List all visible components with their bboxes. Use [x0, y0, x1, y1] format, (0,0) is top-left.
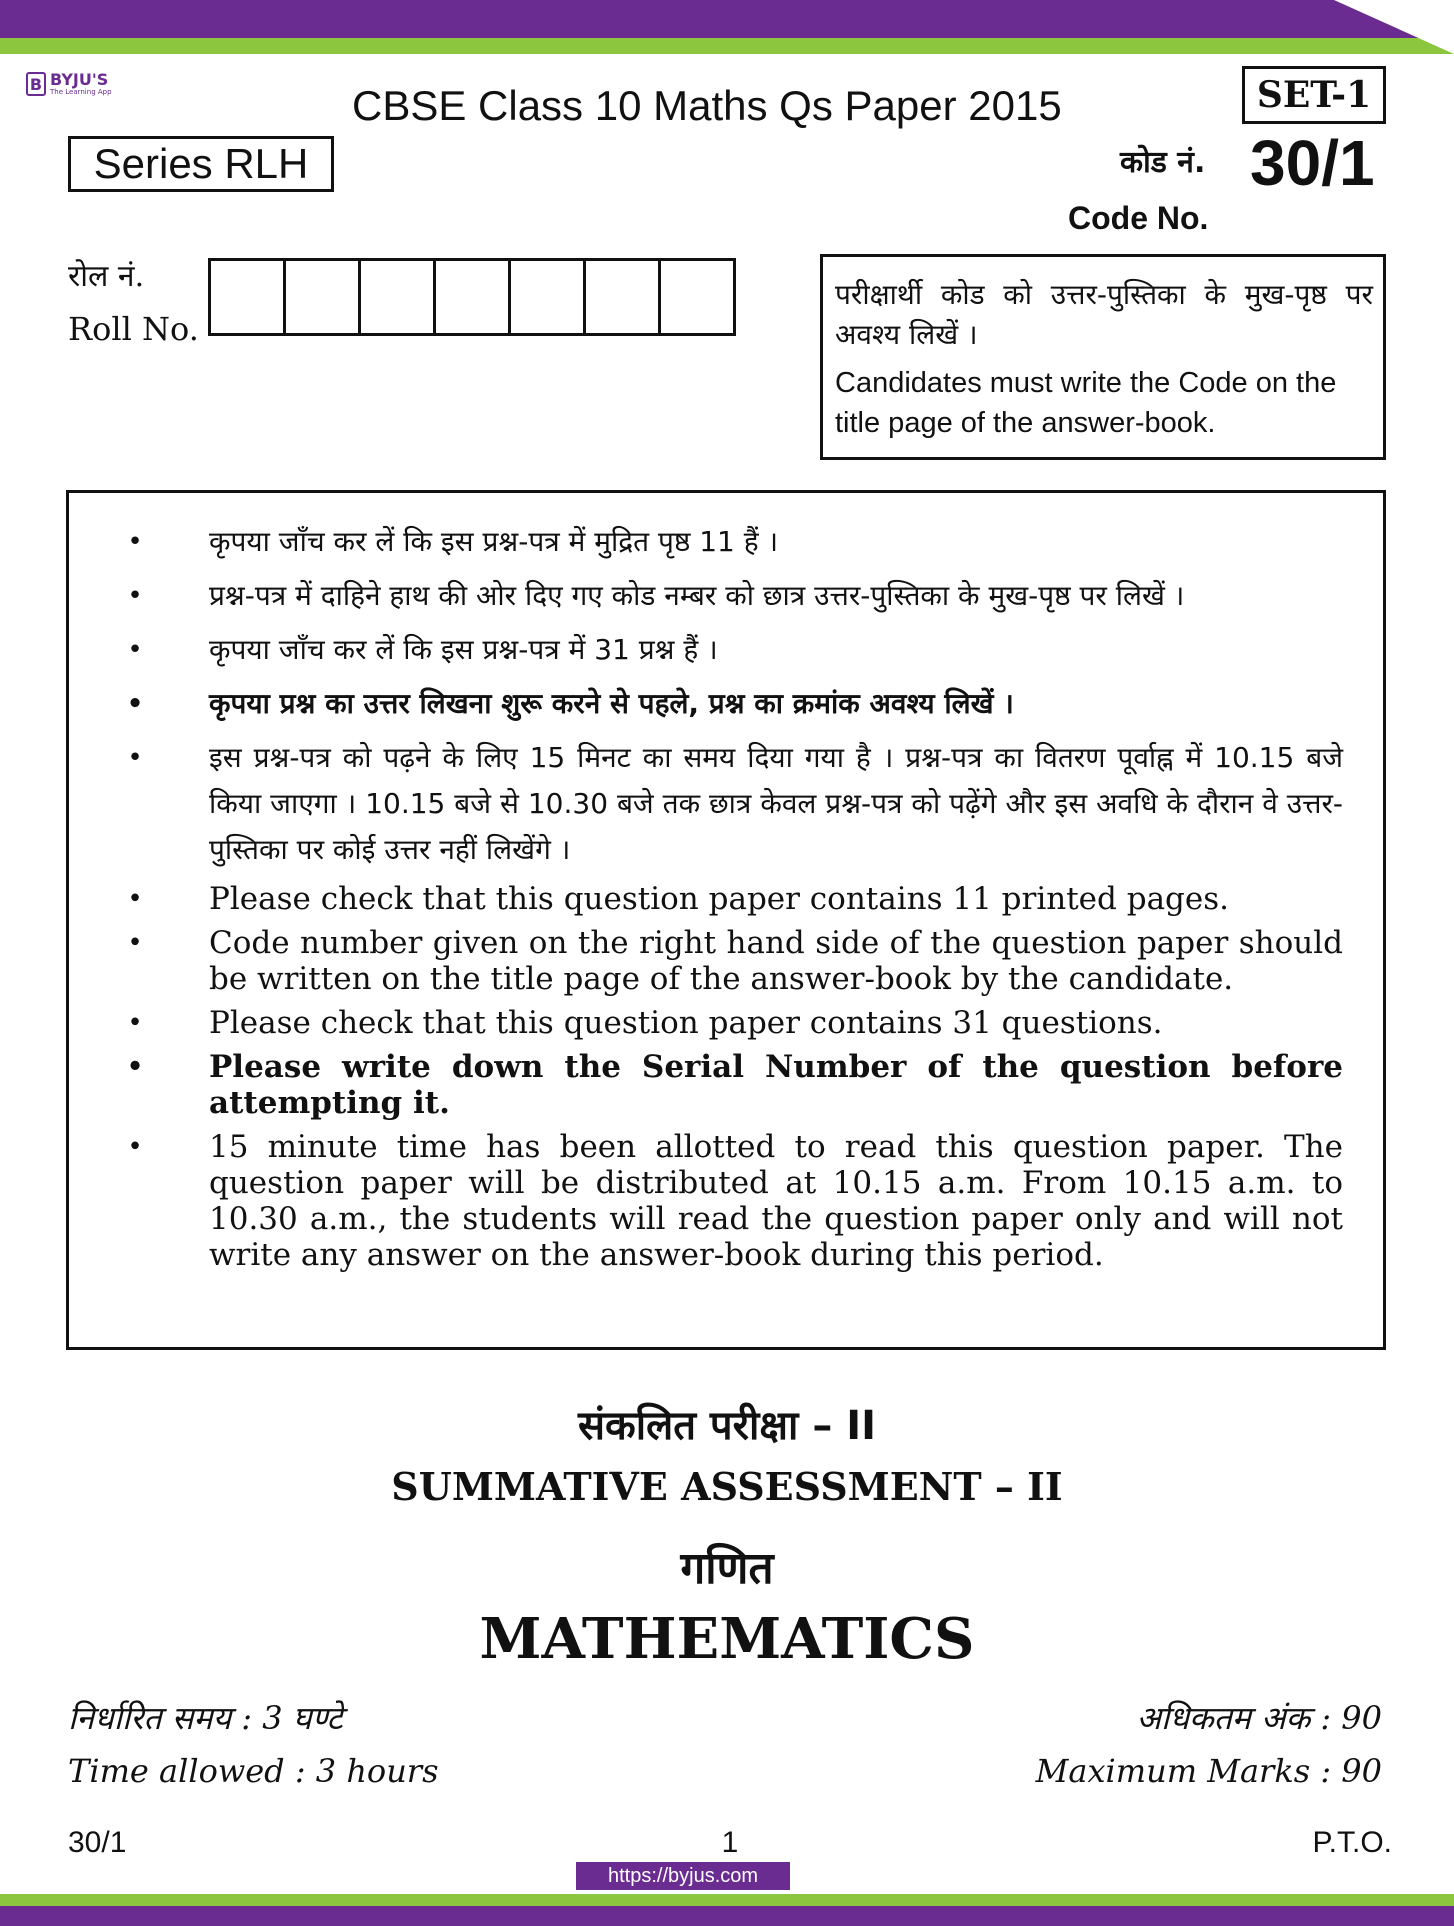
roll-digit-box	[361, 261, 436, 333]
roll-digit-box	[511, 261, 586, 333]
page-number: 1	[721, 1826, 739, 1859]
bullet-icon: •	[127, 635, 143, 665]
code-label-english: Code No.	[1068, 200, 1209, 236]
instructions-list	[109, 519, 1343, 1273]
bullet-icon: •	[127, 1008, 143, 1038]
instruction-item	[109, 881, 1343, 917]
footer-code: 30/1	[68, 1826, 127, 1859]
roll-label-english: Roll No.	[68, 310, 199, 348]
roll-label-hindi: रोल नं.	[68, 259, 145, 294]
instruction-item	[109, 1049, 1343, 1121]
bottom-brand-bar	[0, 1906, 1454, 1926]
max-marks-english: Maximum Marks : 90	[1035, 1752, 1382, 1790]
bullet-icon: •	[126, 689, 144, 719]
candidate-note-english: Candidates must write the Code on the title page of the answer-book.	[835, 367, 1337, 439]
instruction-item	[109, 925, 1343, 997]
roll-number-boxes	[208, 258, 736, 336]
instruction-item	[109, 519, 1343, 565]
top-brand-bar	[0, 0, 1454, 38]
pto-label: P.T.O.	[1312, 1826, 1392, 1859]
bullet-icon: •	[127, 1132, 143, 1162]
bottom-accent-bar	[0, 1894, 1454, 1906]
instruction-text: प्रश्न-पत्र में दाहिने हाथ की ओर दिए गए कोड नम्बर को छात्र उत्तर-पुस्तिका के मुख-पृष्ठ पर लिखें ।	[209, 579, 1185, 612]
logo-name: BYJU'S	[50, 70, 109, 89]
roll-digit-box	[211, 261, 286, 333]
byjus-logo-icon: B	[26, 72, 46, 96]
instruction-text: Please check that this question paper contains 11 printed pages.	[209, 881, 1230, 917]
instruction-text: 15 minute time has been allotted to read this question paper. The question paper will be distributed at 10.15 a.m. From 10.15 a.m. to 10.30 a.m., the students will read the question paper only and will not write any answer on the answer-book during this period.	[209, 1129, 1343, 1273]
roll-digit-box	[436, 261, 511, 333]
bullet-icon: •	[127, 581, 143, 611]
instruction-text: इस प्रश्न-पत्र को पढ़ने के लिए 15 मिनट का समय दिया गया है । प्रश्न-पत्र का वितरण पूर्वाह्न में 10.15 बजे किया जाएगा । 10.15 बजे से 10.30 बजे तक छात्र केवल प्रश्न-पत्र को पढ़ेंगे और इस अवधि के दौरान वे उत्तर-पुस्तिका पर कोई उत्तर नहीं लिखेंगे ।	[209, 741, 1343, 866]
roll-digit-box	[661, 261, 736, 333]
instruction-text: कृपया प्रश्न का उत्तर लिखना शुरू करने से पहले, प्रश्न का क्रमांक अवश्य लिखें ।	[209, 687, 1014, 720]
instruction-text: Code number given on the right hand side of the question paper should be written on the title page of the answer-book by the candidate.	[209, 925, 1343, 997]
top-accent-bar	[0, 38, 1454, 54]
candidate-note-box	[820, 254, 1386, 460]
instruction-text: Please write down the Serial Number of the question before attempting it.	[209, 1049, 1343, 1121]
instruction-text: कृपया जाँच कर लें कि इस प्रश्न-पत्र में 31 प्रश्न हैं ।	[209, 633, 718, 666]
logo-tagline: The Learning App	[50, 88, 112, 96]
instruction-text: कृपया जाँच कर लें कि इस प्रश्न-पत्र में मुद्रित पृष्ठ 11 हैं ।	[209, 525, 779, 558]
subject-title-hindi: गणित	[680, 1543, 774, 1594]
bullet-icon: •	[127, 743, 143, 773]
instruction-item	[109, 681, 1343, 727]
time-allowed-hindi: निर्धारित समय : 3 घण्टे	[68, 1699, 343, 1737]
roll-digit-box	[286, 261, 361, 333]
time-allowed-english: Time allowed : 3 hours	[68, 1752, 439, 1790]
top-bar-corner	[1334, 0, 1454, 54]
code-label-hindi: कोड नं.	[1120, 145, 1206, 180]
byjus-logo[interactable]	[26, 72, 112, 97]
subject-title-english: MATHEMATICS	[479, 1606, 975, 1672]
instruction-item	[109, 1005, 1343, 1041]
code-number: 30/1	[1250, 127, 1375, 199]
bullet-icon: •	[127, 884, 143, 914]
candidate-note-hindi: परीक्षार्थी कोड को उत्तर-पुस्तिका के मुख-पृष्ठ पर अवश्य लिखें ।	[835, 278, 1373, 351]
assessment-title-english: SUMMATIVE ASSESSMENT – II	[391, 1464, 1063, 1509]
instructions-box	[66, 490, 1386, 1350]
instruction-item	[109, 573, 1343, 619]
bullet-icon: •	[127, 928, 143, 958]
roll-digit-box	[586, 261, 661, 333]
byjus-url-link[interactable]: https://byjus.com	[576, 1862, 790, 1890]
bullet-icon: •	[126, 1052, 144, 1082]
assessment-title-hindi: संकलित परीक्षा – II	[577, 1403, 877, 1449]
series-label: Series RLH	[68, 136, 334, 192]
document-title: CBSE Class 10 Maths Qs Paper 2015	[352, 82, 1062, 129]
instruction-item	[109, 735, 1343, 873]
set-label: SET-1	[1242, 66, 1386, 124]
max-marks-hindi: अधिकतम अंक : 90	[1136, 1699, 1382, 1737]
instruction-item	[109, 627, 1343, 673]
instruction-item	[109, 1129, 1343, 1273]
bullet-icon: •	[127, 527, 143, 557]
instruction-text: Please check that this question paper contains 31 questions.	[209, 1005, 1163, 1041]
